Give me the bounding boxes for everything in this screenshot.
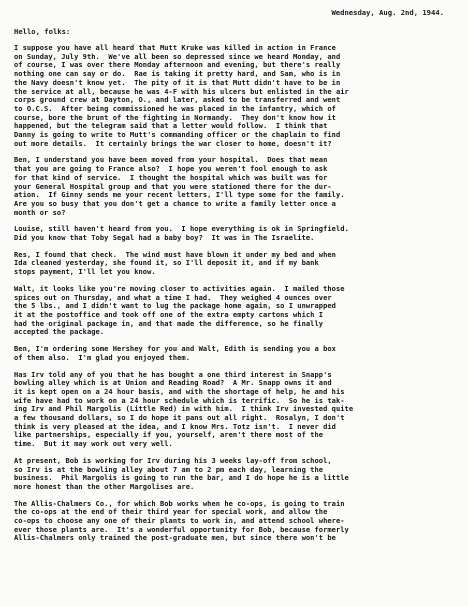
paragraph-irv-bowling: Has Irv told any of you that he has bought a one third interest in Snapp's bowling alley which is at Union and Reading Road? A Mr. Snapp owns it and it is kept open on a 24 hour basis, and with the shortage of help, he and his wife have had to work on a 24 hour schedule which is terrific. So he is tak- ing Irv and Phil Margolis (Little Red) in with him. I think Irv invested quite a few thousand dollars, so I do hope it pans out all right. Rosalyn, I don't think is very pleased at the idea, and I know Mrs. Totz isn't. I never did like partnerships, especially if you, yourself, aren't there most of the time. But it may work out very well.	[14, 369, 354, 449]
paragraph-walt-spices: Walt, it looks like you're moving closer to activities again. I mailed those spices out on Thursday, and what a time I had. They weighed 4 ounces over the 5 lbs., and I didn't want to lug the package home again, so I unwrapped it at the postoffice and took off one of the extra empty cartons which I had the original package in, and that made the difference, so he finally accepted the package.	[14, 283, 345, 337]
paragraph-ben-hershey: Ben, I'm ordering some Hershey for you and Walt, Edith is sending you a box of them also. I'm glad you enjoyed them.	[14, 344, 336, 362]
paragraph-mutt-kruke: I suppose you have all heard that Mutt Kruke was killed in action in France on Sunday, July 9th. We've all been so depressed since we heard Monday, and of course, I was over there Monday afternoon and evening, but there's really nothing one can say or do. Rae is taking it pretty hard, and Sam, who is in the Navy doesn't know yet. The pity of it is that Mutt didn't have to be in the service at all, because he was 4-F with his ulcers but enlisted in the air corps ground crew at Dayton, O., and later, asked to be transferred and went to O.C.S. After being commissioned he was placed in the infantry, which of course, bore the brunt of the fighting in Normandy. They don't know how it happened, but the telegram said that a letter would follow. I think that Danny is going to write to Mutt's commanding officer or the chaplain to find out more details. It certainly brings the war closer to home, doesn't it?	[14, 43, 349, 148]
letter-greeting: Hello, folks:	[14, 27, 71, 36]
paragraph-louise: Louise, still haven't heard from you. I hope everything is ok in Springfield. Did you know that Toby Segal had a baby boy? It was in The Israelite.	[14, 224, 349, 243]
paragraph-bob-working: At present, Bob is working for Irv during his 3 weeks lay-off from school, so Irv is at the bowling alley about 7 am to 2 pm each day, learning the business. Phil Margolis is going to run the bar, and I do hope he is a little more honest than the other Margolises are.	[14, 455, 349, 491]
paragraph-allis-chalmers: The Allis-Chalmers Co., for which Bob works when he co-ops, is going to train the co-ops at the end of their third year for special work, and allow the co-ops to choose any one of their plants to work in, and attend school where- ever those plants are. It's a wonderful opportunity for Bob, because formerly Allis-Chalmers only trained the post-graduate men, but since there won't be	[14, 498, 349, 543]
paragraph-ben-hospital: Ben, I understand you have been moved from your hospital. Does that mean that you are going to France also? I hope you weren't fool enough to ask for that kind of service. I thought the hospital which was built was for your General Hospital group and that you were stationed there for the dur- ation. If Ginny sends me your recent letters, I'll type some for the family. Are you so busy that you don't get a chance to write a family letter once a month or so?	[14, 155, 345, 217]
letter-date: Wednesday, Aug. 2nd, 1944.	[331, 8, 444, 17]
paragraph-res-check: Res, I found that check. The wind must have blown it under my bed and when Ida cleaned yesterday, she found it, so I'll deposit it, and if my bank stops payment, I'll let you know.	[14, 249, 336, 277]
